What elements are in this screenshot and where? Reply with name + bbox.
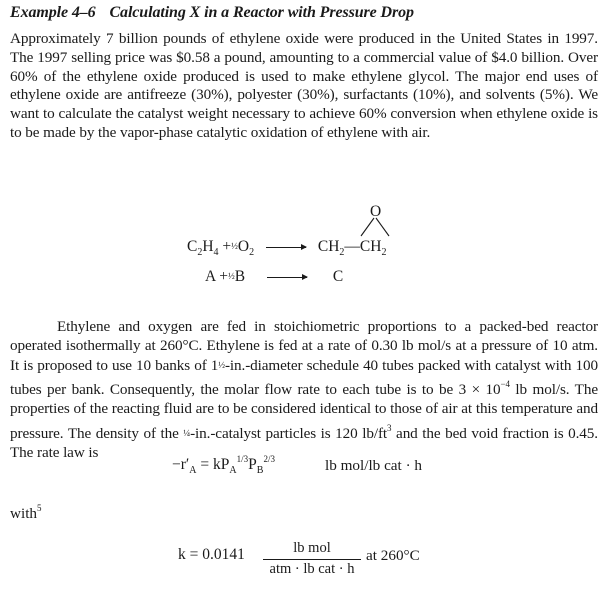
para2-part2: -in.-diameter schedule 40 tubes packed with catalyst with 100 tubes per bank. Consequently, the molar flow rate to each tube is to be 3 × 10: [10, 356, 599, 399]
symbol-plus: +: [219, 268, 228, 285]
pa-exponent: 1/3: [236, 454, 249, 464]
ethylene-h-sub: 4: [213, 247, 219, 258]
rate-constant-temperature: at 260°C: [366, 547, 420, 564]
oxygen-symbol: O: [237, 238, 250, 255]
symbol-half: ½: [227, 271, 235, 281]
pb-symbol: P: [248, 456, 257, 473]
pb-sub: B: [256, 465, 264, 476]
symbol-a: A: [205, 268, 216, 285]
flow-exponent: −4: [500, 379, 510, 390]
product-left-sub: 2: [339, 247, 345, 258]
rate-lhs-sub: A: [189, 465, 197, 476]
symbol-c: C: [332, 268, 344, 285]
reaction-symbols: [205, 268, 343, 286]
product-bond: —: [344, 238, 360, 255]
with-label: [10, 503, 42, 523]
product-right-sub: 2: [381, 247, 387, 258]
units-denominator: atm · lb cat · h: [269, 561, 355, 577]
rate-constant-lhs: k = 0.0141: [178, 546, 245, 563]
half-coefficient: ½: [231, 241, 238, 251]
para2-part3: lb mol/s. The properties of the reacting fluid are to be considered identical to those of air at this temperature and pressure. The density of the: [10, 381, 598, 442]
intro-paragraph: Approximately 7 billion pounds of ethylene oxide were produced in the United States in 1997. The 1997 selling price was $0.58 a pound, amounting to a commercial value of $4.0 billion. Over 60% of the ethylene oxide produced is used to make ethylene glycol. The major end uses of ethylene oxide are antifreeze (30%), polyester (30%), surfactants (10%), and solvents (5%). We want to calculate the catalyst weight necessary to achieve 60% conversion when ethylene oxide is to be made by the vapor-phase catalytic oxidation of ethylene with air.: [10, 30, 598, 141]
fraction-bar: [263, 559, 361, 560]
para2-part4: -in.-catalyst particles is 120 lb/ft: [190, 424, 388, 442]
rate-constant-units: [263, 540, 361, 578]
cube-exponent: 3: [387, 422, 392, 433]
particle-fraction: ¼: [183, 427, 191, 438]
example-heading: [10, 4, 414, 22]
units-numerator: lb mol: [293, 540, 331, 556]
epoxide-oxygen: O: [370, 203, 382, 220]
product-ch-left: CH: [317, 238, 340, 255]
pa-sub: A: [229, 465, 237, 476]
footnote-mark: 5: [37, 503, 42, 513]
para2-part5: and the bed void fraction is 0.45. The rate law is: [10, 424, 598, 461]
product-ch-right: CH: [359, 238, 382, 255]
ethylene-h: H: [202, 238, 214, 255]
rate-law-equation: [172, 454, 275, 476]
reaction-arrow-icon: [266, 247, 306, 248]
rate-equals-k: = kP: [196, 456, 230, 473]
symbol-b: B: [234, 268, 246, 285]
symbol-arrow-icon: [267, 277, 307, 278]
epoxide-bridge: [356, 216, 396, 238]
problem-paragraph: [10, 318, 598, 463]
tube-diameter-fraction: ½: [218, 359, 225, 370]
oxygen-sub: 2: [249, 247, 255, 258]
reaction-equation: [187, 238, 386, 258]
pb-exponent: 2/3: [263, 454, 275, 464]
example-number: Example 4–6: [10, 4, 96, 21]
ethylene-c-sub: 2: [197, 247, 203, 258]
plus-sign: +: [222, 238, 232, 255]
ethylene-c: C: [187, 238, 198, 255]
rate-law-units: lb mol/lb cat · h: [325, 457, 423, 474]
rate-lhs: −r′: [172, 456, 190, 473]
para2-part1: Ethylene and oxygen are fed in stoichiometric proportions to a packed-bed reactor operated isothermally at 260°C. Ethylene is fed at a rate of 0.30 lb mol/s at a pressure of 10 atm. It is proposed to use 10 banks of 1: [10, 318, 598, 374]
with-text: with: [10, 505, 38, 522]
example-title: Calculating X in a Reactor with Pressure Drop: [109, 4, 414, 21]
